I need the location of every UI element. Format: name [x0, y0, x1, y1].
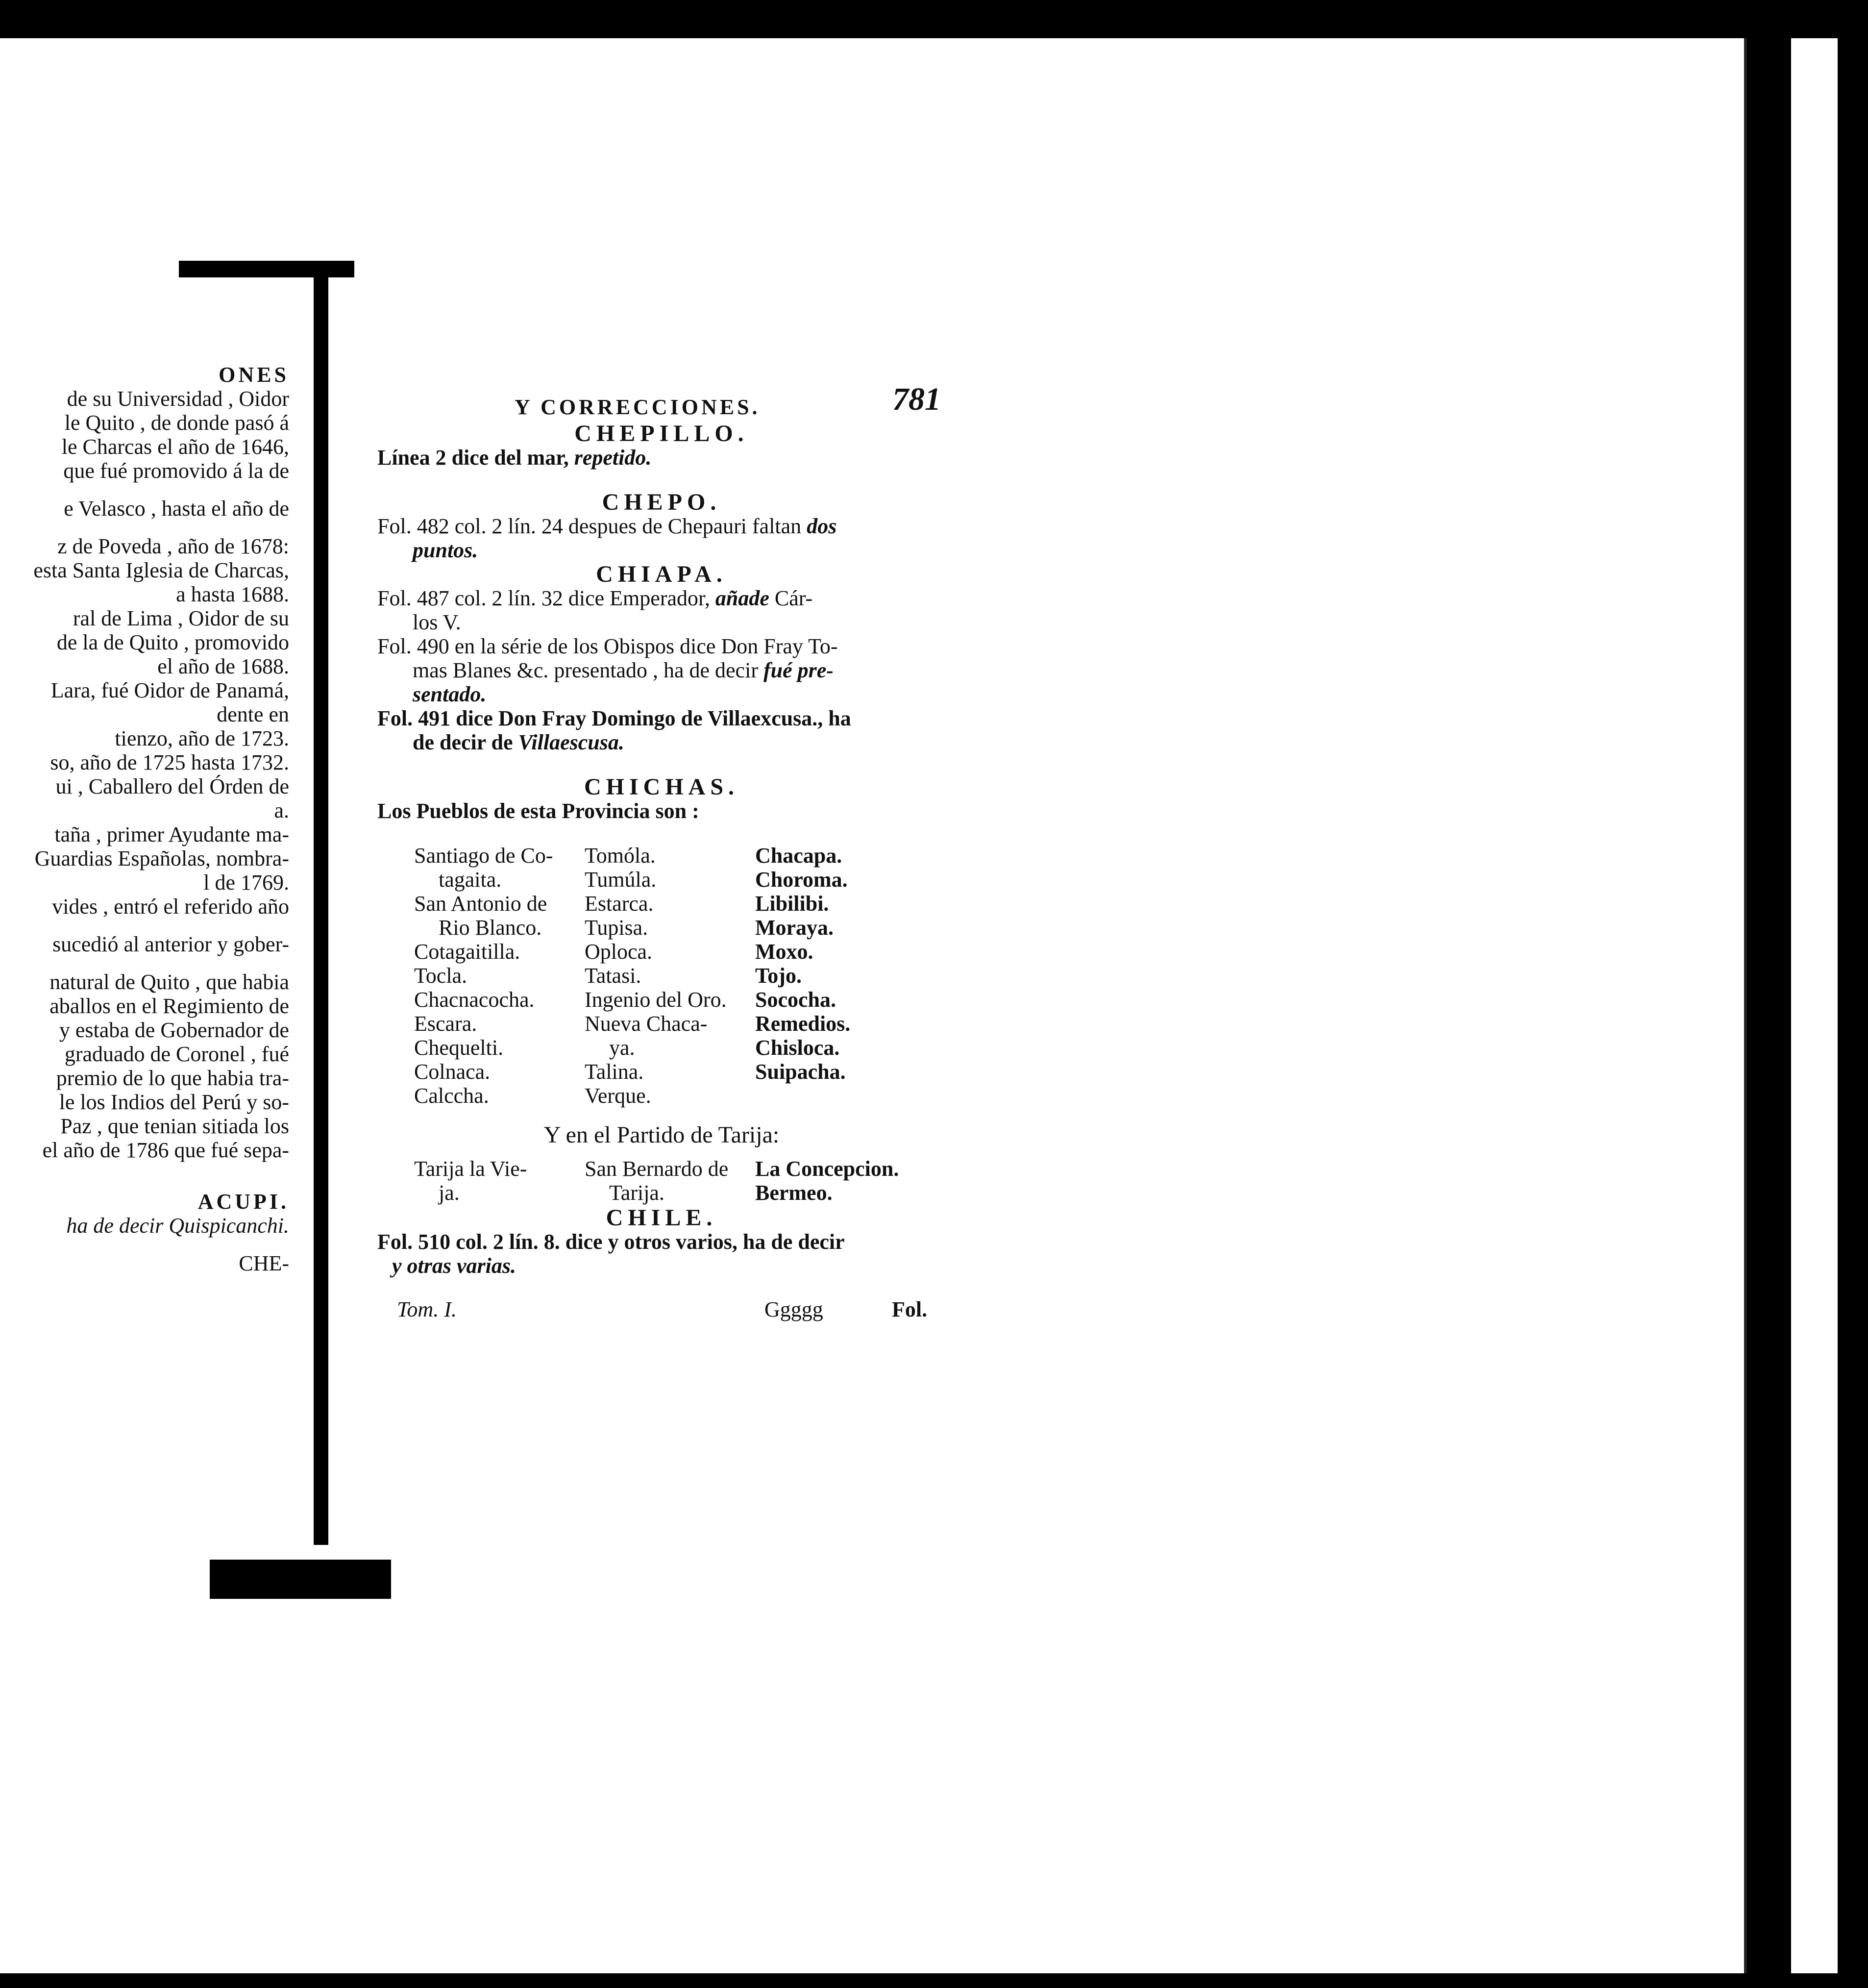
left-page-line: z de Poveda , año de 1678:	[57, 534, 289, 558]
pueblo-name: Moxo.	[755, 940, 813, 964]
pueblo-name: Verque.	[585, 1084, 651, 1108]
pueblo-name: Libilibi.	[755, 892, 829, 916]
left-page-gap	[0, 919, 289, 932]
pueblo-name: Socochа.	[755, 988, 836, 1012]
pueblo-name: Tomóla.	[585, 844, 656, 868]
tarija-column-3: La Concepcion. Bermeo.	[755, 1157, 899, 1205]
left-page-line: sucedió al anterior y gober-	[52, 932, 289, 956]
pueblo-name: Remedios.	[755, 1012, 851, 1036]
left-page-line: el año de 1786 que fué sepa-	[42, 1138, 289, 1162]
left-page-line: a hasta 1688.	[176, 582, 289, 606]
left-page-line: le los Indios del Perú y so-	[59, 1090, 289, 1114]
scan-frame-top	[0, 0, 1868, 38]
left-page-line: aballos en el Regimiento de	[49, 994, 289, 1018]
pueblo-name: Moraya.	[755, 916, 834, 940]
entry-chiapa-3: Fol. 491 dice Don Fray Domingo de Villaexcusa., ha de decir de Villaescusa.	[377, 706, 851, 754]
left-page-gap	[0, 483, 289, 497]
running-head	[377, 377, 946, 422]
page-gutter-shadow	[1747, 34, 1791, 1988]
tarija-column-2: San Bernardo de Tarija.	[585, 1157, 729, 1205]
pueblos-column-2	[585, 844, 751, 1108]
tarija-columns	[414, 1157, 946, 1206]
binding-bracket-stem	[314, 261, 328, 1545]
left-page-line: Guardias Españolas, nombra-	[34, 846, 289, 870]
left-page-line: y estaba de Gobernador de	[59, 1018, 289, 1042]
left-page-line: le Charcas el año de 1646,	[61, 435, 289, 459]
pueblo-name: Tumúla.	[585, 868, 657, 892]
heading-chiapa: CHIAPA.	[596, 561, 727, 587]
pueblo-name: Chacapa.	[755, 844, 842, 868]
left-page-line: el año de 1688.	[157, 654, 289, 678]
pueblo-name: Rio Blanco.	[439, 916, 542, 940]
pueblo-name: Tocla.	[414, 964, 467, 988]
left-page-line: que fué promovido á la de	[63, 459, 289, 483]
tarija-intro: Y en el Partido de Tarija:	[543, 1122, 780, 1148]
pueblo-name: Cotagaitilla.	[414, 940, 520, 964]
main-page-text	[377, 377, 946, 1327]
left-page-line: so, año de 1725 hasta 1732.	[50, 750, 289, 774]
left-page-line: dente en	[217, 702, 289, 726]
left-page-line: vides , entró el referido año	[52, 895, 289, 919]
signature-mark: Ggggg	[764, 1297, 823, 1321]
heading-chepillo: CHEPILLO.	[574, 421, 749, 447]
running-title: Y CORRECCIONES.	[515, 395, 761, 419]
scan-frame-bottom	[0, 1973, 1868, 1988]
left-page-line: ha de decir Quispicanchi.	[66, 1214, 289, 1238]
page-number: 781	[892, 381, 941, 417]
entry-chepillo: Línea 2 dice del mar, repetido.	[377, 446, 652, 470]
left-page-gap	[0, 1238, 289, 1251]
pueblo-name: Chacnacocha.	[414, 988, 535, 1012]
left-page-line: de su Universidad , Oidor	[67, 387, 289, 411]
pueblo-name: Tupisa.	[585, 916, 648, 940]
left-page-line: e Velasco , hasta el año de	[64, 497, 289, 521]
pueblo-name: Colnaca.	[414, 1060, 491, 1084]
left-page-line: natural de Quito , que habia	[49, 970, 289, 994]
left-page-line: esta Santa Iglesia de Charcas,	[33, 558, 289, 582]
left-page-line: Paz , que tenian sitiada los	[60, 1114, 289, 1138]
pueblo-name: Ingenio del Oro.	[585, 988, 727, 1012]
entry-chiapa-1: Fol. 487 col. 2 lín. 32 dice Emperador, añade Cár- los V.	[377, 586, 813, 634]
left-page-line: ral de Lima , Oidor de su	[73, 606, 289, 630]
page-footer	[377, 1297, 946, 1327]
left-page-gap	[0, 1162, 289, 1176]
pueblo-name: Suipacha.	[755, 1060, 846, 1084]
left-page-gap	[0, 521, 289, 534]
left-page-line: a.	[274, 798, 289, 822]
catchword: Fol.	[892, 1297, 928, 1321]
pueblo-name: Estarca.	[585, 892, 654, 916]
left-page-line: tienzo, año de 1723.	[115, 726, 289, 750]
pueblo-name: Talina.	[585, 1060, 644, 1084]
binding-bracket-bottom	[210, 1560, 391, 1599]
pueblos-column-3	[755, 844, 922, 1084]
left-page-line: ONES	[219, 363, 289, 387]
pueblo-name: San Antonio de	[414, 892, 547, 916]
heading-chile: CHILE.	[606, 1205, 717, 1231]
left-page-line: l de 1769.	[203, 870, 289, 895]
pueblo-name: Santiago de Co-	[414, 844, 553, 868]
chichas-intro: Los Pueblos de esta Provincia son :	[377, 799, 699, 823]
scan-frame-right	[1838, 0, 1868, 1988]
pueblos-columns	[414, 844, 946, 1108]
left-page-line: de la de Quito , promovido	[56, 630, 289, 654]
left-page-gap	[0, 956, 289, 970]
heading-chepo: CHEPO.	[602, 489, 721, 515]
pueblo-name: Calccha.	[414, 1084, 489, 1108]
pueblo-name: tagaita.	[439, 868, 502, 892]
pueblo-name: Oploca.	[585, 940, 653, 964]
left-page-line: taña , primer Ayudante ma-	[54, 822, 289, 846]
pueblos-column-1	[414, 844, 581, 1108]
pueblo-name: Tojo.	[755, 964, 802, 988]
heading-chichas: CHICHAS.	[584, 774, 739, 800]
left-page-line: CHE-	[239, 1251, 289, 1275]
left-page-line: ui , Caballero del Órden de	[55, 774, 289, 798]
pueblo-name: Escara.	[414, 1012, 477, 1036]
left-page-line: graduado de Coronel , fué	[64, 1042, 289, 1066]
entry-chile: Fol. 510 col. 2 lín. 8. dice y otros varios, ha de decir y otras varias.	[377, 1230, 845, 1278]
pueblo-name: Nueva Chaca-	[585, 1012, 708, 1036]
left-page-column	[0, 363, 289, 1275]
entry-chiapa-2: Fol. 490 en la série de los Obispos dice Don Fray To- mas Blanes &c. presentado , ha de decir fué pre- sentado.	[377, 634, 838, 706]
pueblo-name: Chequelti.	[414, 1036, 504, 1060]
left-page-line: Lara, fué Oidor de Panamá,	[50, 678, 289, 702]
volume-mark: Tom. I.	[397, 1297, 457, 1321]
left-page-gap	[0, 1176, 289, 1190]
left-page-line: le Quito , de donde pasó á	[64, 411, 289, 435]
pueblo-name: Chisloca.	[755, 1036, 840, 1060]
left-page-line: premio de lo que habia tra-	[56, 1066, 289, 1090]
entry-chepo: Fol. 482 col. 2 lín. 24 despues de Chepauri faltan dos puntos.	[377, 514, 837, 562]
pueblo-name: Tatasi.	[585, 964, 641, 988]
pueblo-name: Choroma.	[755, 868, 848, 892]
left-page-line: ACUPI.	[197, 1190, 289, 1214]
next-page-edge	[1791, 38, 1838, 1973]
tarija-column-1: Tarija la Vie- ja.	[414, 1157, 527, 1205]
pueblo-name: ya.	[609, 1036, 635, 1060]
